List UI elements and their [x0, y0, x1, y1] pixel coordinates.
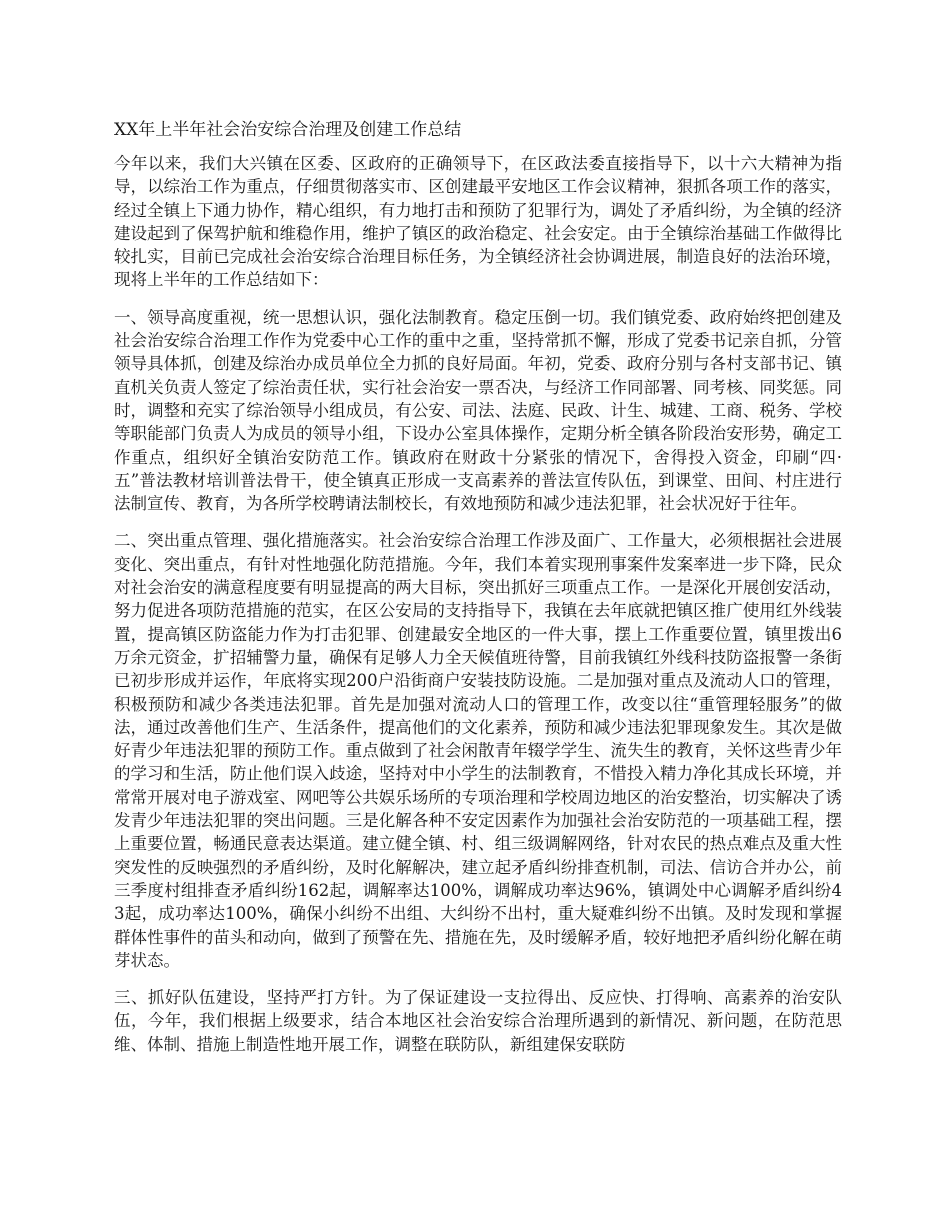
document-page: [114, 118, 842, 1070]
document-title: XX年上半年社会治安综合治理及创建工作总结: [114, 120, 462, 140]
paragraph-intro: 今年以来，我们大兴镇在区委、区政府的正确领导下，在区政法委直接指导下，以十六大精神为指导，以综治工作为重点，仔细贯彻落实市、区创建最平安地区工作会议精神，狠抓各项工作的落实，经过全镇上下通力协作，精心组织，有力地打击和预防了犯罪行为，调处了矛盾纠纷，为全镇的经济建设起到了保驾护航和维稳作用，维护了镇区的政治稳定、社会安定。由于全镇综治基础工作做得比较扎实，目前已完成社会治安综合治理目标任务，为全镇经济社会协调进展，制造良好的法治环境，现将上半年的工作总结如下：: [114, 154, 842, 290]
paragraph-section-2: 二、突出重点管理、强化措施落实。社会治安综合治理工作涉及面广、工作量大，必须根据社会进展变化、突出重点，有针对性地强化防范措施。今年，我们本着实现刑事案件发案率进一步下降，民众对社会治安的满意程度要有明显提高的两大目标，突出抓好三项重点工作。一是深化开展创安活动，努力促进各项防范措施的范实，在区公安局的支持指导下，我镇在去年底就把镇区推广使用红外线装置，提高镇区防盗能力作为打击犯罪、创建最安全地区的一件大事，摆上工作重要位置，镇里拨出6万余元资金，扩招辅警力量，确保有足够人力全天候值班待警，目前我镇红外线科技防盗报警一条街已初步形成并运作，年底将实现200户沿街商户安装技防设施。二是加强对重点及流动人口的管理，积极预防和减少各类违法犯罪。首先是加强对流动人口的管理工作，改变以往“重管理轻服务”的做法，通过改善他们生产、生活条件，提高他们的文化素养，预防和减少违法犯罪现象发生。其次是做好青少年违法犯罪的预防工作。重点做到了社会闲散青年辍学学生、流失生的教育，关怀这些青少年的学习和生活，防止他们误入歧途，坚持对中小学生的法制教育，不惜投入精力净化其成长环境，并常常开展对电子游戏室、网吧等公共娱乐场所的专项治理和学校周边地区的治安整治，切实解决了诱发青少年违法犯罪的突出问题。三是化解各种不安定因素作为加强社会治安防范的一项基础工程，摆上重要位置，畅通民意表达渠道。建立健全镇、村、组三级调解网络，针对农民的热点难点及重大性突发性的反映强烈的矛盾纠纷，及时化解解决，建立起矛盾纠纷排查机制，司法、信访合并办公，前三季度村组排查矛盾纠纷162起，调解率达100%，调解成功率达96%，镇调处中心调解矛盾纠纷43起，成功率达100%，确保小纠纷不出组、大纠纷不出村，重大疑难纠纷不出镇。及时发现和掌握群体性事件的苗头和动向，做到了预警在先、措施在先，及时缓解矛盾，较好地把矛盾纠纷化解在萌芽状态。: [114, 531, 842, 970]
paragraph-section-1: 一、领导高度重视，统一思想认识，强化法制教育。稳定压倒一切。我们镇党委、政府始终把创建及社会治安综合治理工作作为党委中心工作的重中之重，坚持常抓不懈，形成了党委书记亲自抓，分管领导具体抓，创建及综治办成员单位全力抓的良好局面。年初，党委、政府分别与各村支部书记、镇直机关负责人签定了综治责任状，实行社会治安一票否决，与经济工作同部署、同考核、同奖惩。同时，调整和充实了综治领导小组成员，有公安、司法、法庭、民政、计生、城建、工商、税务、学校等职能部门负责人为成员的领导小组，下设办公室具体操作，定期分析全镇各阶段治安形势，确定工作重点，组织好全镇治安防范工作。镇政府在财政十分紧张的情况下，舍得投入资金，印刷“四·五”普法教材培训普法骨干，使全镇真正形成一支高素养的普法宣传队伍，到课堂、田间、村庄进行法制宣传、教育，为各所学校聘请法制校长，有效地预防和减少违法犯罪，社会状况好于往年。: [114, 307, 842, 514]
paragraph-section-3: 三、抓好队伍建设，坚持严打方针。为了保证建设一支拉得出、反应快、打得响、高素养的治安队伍，今年，我们根据上级要求，结合本地区社会治安综合治理所遇到的新情况、新问题，在防范思维、体制、措施上制造性地开展工作，调整在联防队，新组建保安联防: [114, 988, 842, 1054]
